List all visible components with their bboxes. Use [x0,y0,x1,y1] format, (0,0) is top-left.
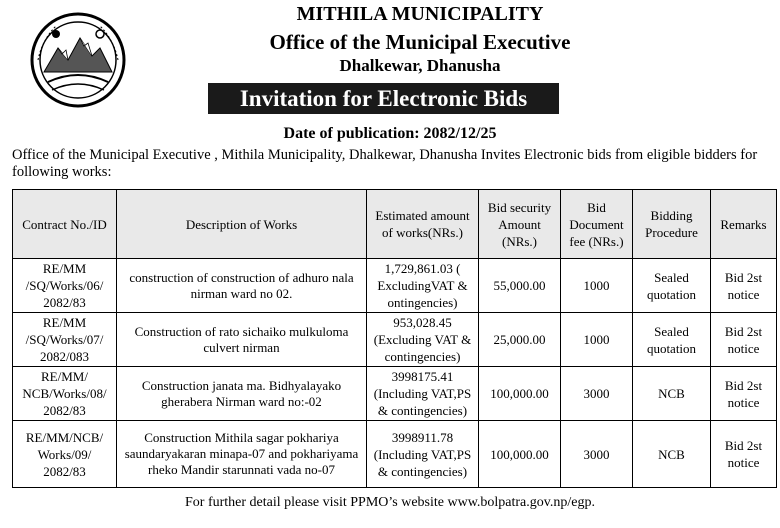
table-header-row [13,190,777,259]
estimated-amount: 1,729,861.03 ( ExcludingVAT & ontingencies) [367,259,479,313]
bid-security: 55,000.00 [479,259,561,313]
header-fee: Bid Document fee (NRs.) [561,190,633,259]
contract-id: RE/MM/ NCB/Works/08/ 2082/83 [13,367,117,421]
contract-id: RE/MM/NCB/ Works/09/ 2082/83 [13,421,117,488]
bidding-procedure: Sealed quotation [633,313,711,367]
notice-title-banner: Invitation for Electronic Bids [208,83,559,114]
footer-note: For further detail please visit PPMO’s website www.bolpatra.gov.np/egp. [185,495,595,510]
document-fee: 1000 [561,259,633,313]
header-remarks: Remarks [711,190,777,259]
intro-paragraph: Office of the Municipal Executive , Mithila Municipality, Dhalkewar, Dhanusha Invites Electronic bids from eligible bidders for following works: [12,147,758,180]
contract-id: RE/MM /SQ/Works/06/ 2082/83 [13,259,117,313]
bid-security: 100,000.00 [479,367,561,421]
remarks: Bid 2st notice [711,421,777,488]
remarks: Bid 2st notice [711,313,777,367]
header-security: Bid security Amount (NRs.) [479,190,561,259]
header-procedure: Bidding Procedure [633,190,711,259]
office-location: Dhalkewar, Dhanusha [339,56,501,75]
header-description: Description of Works [117,190,367,259]
bidding-procedure: NCB [633,421,711,488]
contract-id: RE/MM /SQ/Works/07/ 2082/083 [13,313,117,367]
remarks: Bid 2st notice [711,367,777,421]
document-fee: 3000 [561,367,633,421]
office-name: Office of the Municipal Executive [269,30,571,54]
work-description: Construction of rato sichaiko mulkuloma culvert nirman [117,313,367,367]
remarks: Bid 2st notice [711,259,777,313]
bidding-procedure: Sealed quotation [633,259,711,313]
document-fee: 3000 [561,421,633,488]
bid-security: 25,000.00 [479,313,561,367]
work-description: construction of construction of adhuro nala nirman ward no 02. [117,259,367,313]
table-row [13,313,777,367]
table-row [13,259,777,313]
header-estimate: Estimated amount of works(NRs.) [367,190,479,259]
work-description: Construction janata ma. Bidhyalayako gherabera Nirman ward no:-02 [117,367,367,421]
header-contract: Contract No./ID [13,190,117,259]
bidding-procedure: NCB [633,367,711,421]
bids-table [12,189,777,488]
bid-security: 100,000.00 [479,421,561,488]
table-row [13,421,777,488]
estimated-amount: 3998911.78 (Including VAT,PS & contingencies) [367,421,479,488]
work-description: Construction Mithila sagar pokhariya saundaryakaran minapa-07 and pokhariyama rheko Mandir starunnati vada no-07 [117,421,367,488]
estimated-amount: 953,028.45 (Excluding VAT & contingencies) [367,313,479,367]
municipality-emblem-icon [28,10,128,110]
publication-date: Date of publication: 2082/12/25 [283,125,497,142]
table-row [13,367,777,421]
municipality-name: MITHILA MUNICIPALITY [296,3,544,25]
document-fee: 1000 [561,313,633,367]
estimated-amount: 3998175.41 (Including VAT,PS & contingencies) [367,367,479,421]
